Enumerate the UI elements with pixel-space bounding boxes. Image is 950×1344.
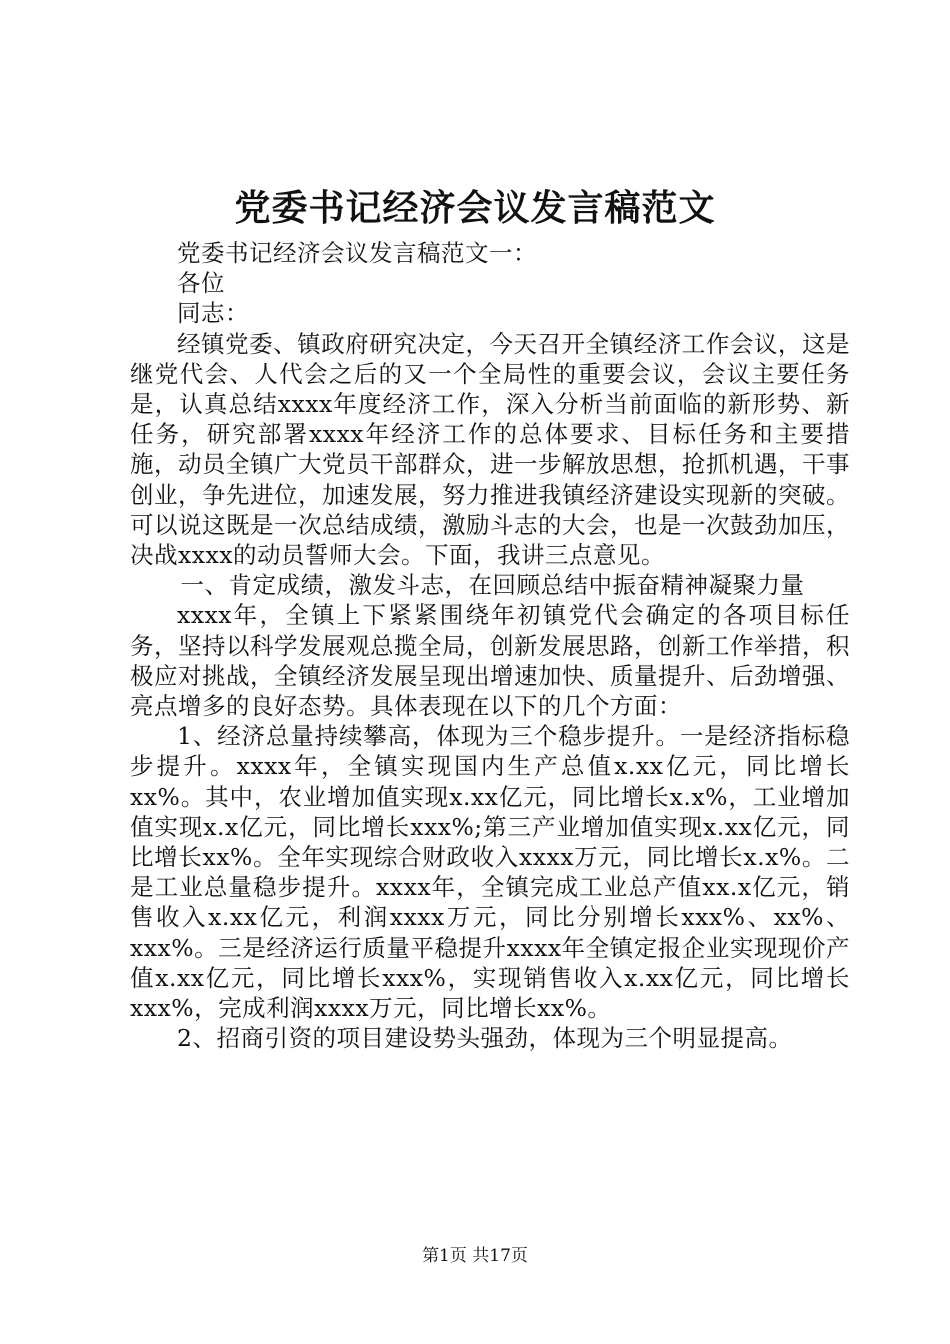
paragraph-salutation-1: 各位: [177, 269, 225, 298]
paragraph-point-2: 2、招商引资的项目建设势头强劲，体现为三个明显提高。: [177, 1024, 793, 1053]
document-body: [130, 238, 850, 1053]
document-title: 党委书记经济会议发言稿范文: [234, 187, 716, 229]
paragraph-subtitle: 党委书记经济会议发言稿范文一：: [177, 239, 537, 267]
paragraph-salutation-2: 同志：: [177, 299, 249, 328]
paragraph-overview: xxxx年，全镇上下紧紧围绕年初镇党代会确定的各项目标任务，坚持以科学发展观总揽全局，创新发展思路，创新工作举措，积极应对挑战，全镇经济发展呈现出增速加快、质量提升、后劲增强、亮点增多的良好态势。具体表现在以下的几个方面：: [130, 601, 850, 721]
paragraph-point-1: 1、经济总量持续攀高，体现为三个稳步提升。一是经济指标稳步提升。xxxx年，全镇实现国内生产总值x.xx亿元，同比增长xx%。其中，农业增加值实现x.xx亿元，同比增长x.x%，工业增加值实现x.x亿元，同比增长xxx%;第三产业增加值实现x.xx亿元，同比增长xx%。全年实现综合财政收入xxxx万元，同比增长x.x%。二是工业总量稳步提升。xxxx年，全镇完成工业总产值xx.x亿元，销售收入x.xx亿元，利润xxxx万元，同比分别增长xxx%、xx%、xxx%。三是经济运行质量平稳提升xxxx年全镇定报企业实现现价产值x.xx亿元，同比增长xxx%，实现销售收入x.xx亿元，同比增长xxx%，完成利润xxxx万元，同比增长xx%。: [130, 722, 850, 1023]
paragraph-intro: 经镇党委、镇政府研究决定，今天召开全镇经济工作会议，这是继党代会、人代会之后的又一个全局性的重要会议，会议主要任务是，认真总结xxxx年度经济工作，深入分析当前面临的新形势、新任务，研究部署xxxx年经济工作的总体要求、目标任务和主要措施，动员全镇广大党员干部群众，进一步解放思想，抢抓机遇，干事创业，争先进位，加速发展，努力推进我镇经济建设实现新的突破。可以说这既是一次总结成绩，激励斗志的大会，也是一次鼓劲加压，决战xxxx的动员誓师大会。下面，我讲三点意见。: [130, 329, 850, 570]
page-footer: 第1页 共17页: [422, 1246, 528, 1266]
section-heading-1: 一、肯定成绩，激发斗志，在回顾总结中振奋精神凝聚力量: [180, 571, 805, 600]
